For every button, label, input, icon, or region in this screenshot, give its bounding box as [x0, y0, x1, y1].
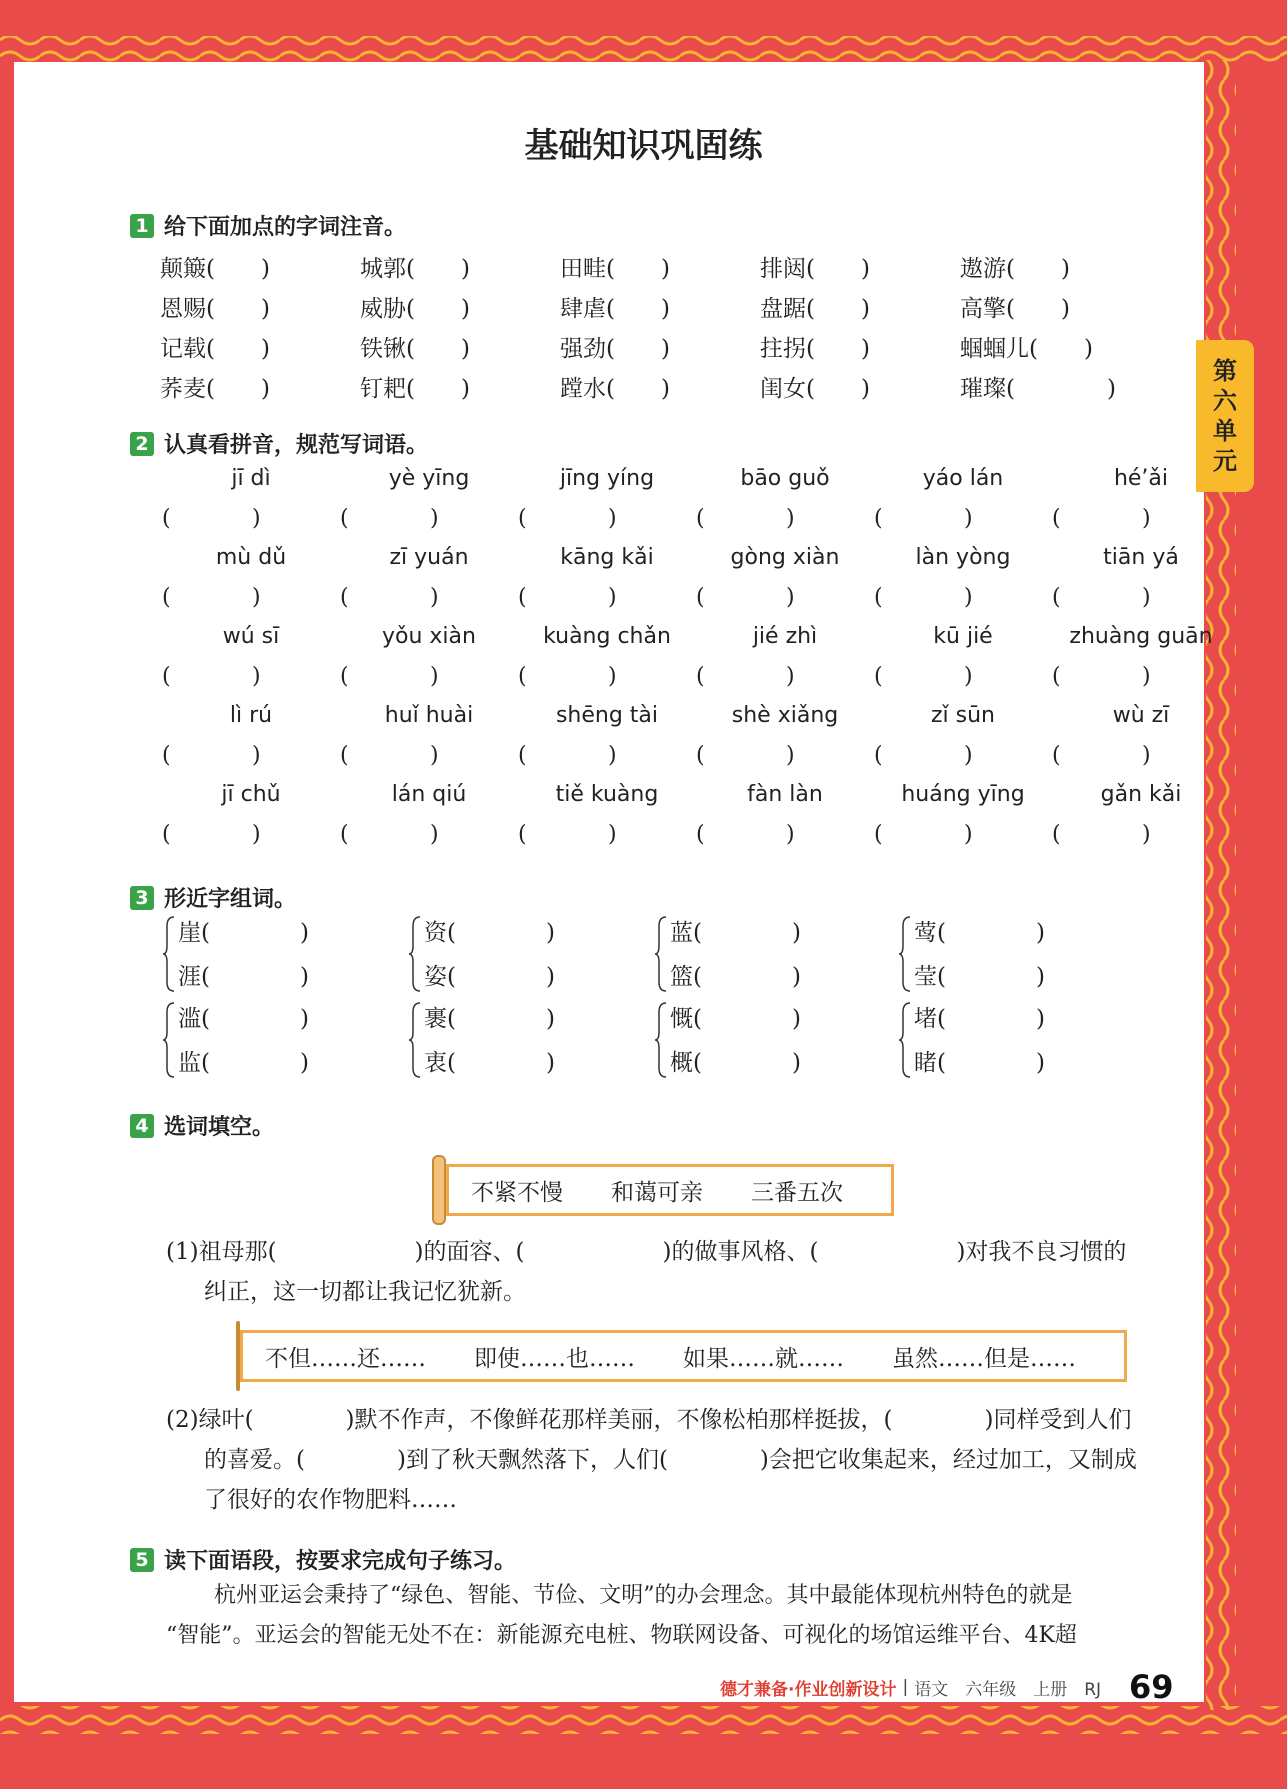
similar-char-pair [162, 912, 362, 998]
question-number-badge: 2 [130, 432, 154, 456]
close-paren: ) [1142, 506, 1151, 531]
footer-brand: 德才兼备·作业创新设计 [720, 1679, 897, 1700]
open-paren: ( [1052, 585, 1061, 610]
close-paren: ) [430, 743, 439, 768]
q1-item[interactable]: 强劲( ) [560, 335, 670, 362]
close-paren: ) [430, 822, 439, 847]
close-paren: ) [430, 506, 439, 531]
answer-blank[interactable] [874, 735, 1052, 776]
char-blank[interactable] [914, 958, 1045, 991]
close-paren: ) [252, 822, 261, 847]
open-paren: ( [874, 506, 883, 531]
answer-blank[interactable] [874, 656, 1052, 697]
close-paren: ) [786, 664, 795, 689]
brace-icon [162, 916, 176, 992]
char-blank[interactable] [424, 958, 555, 991]
q1-item[interactable]: 盘踞( ) [760, 295, 870, 322]
open-paren: ( [340, 664, 349, 689]
pinyin-prompt: fàn làn [747, 782, 823, 807]
close-paren: ) [1142, 743, 1151, 768]
scroll-rod [432, 1155, 446, 1225]
close-paren: ) [786, 743, 795, 768]
close-paren: ) [1035, 920, 1045, 946]
open-paren: ( [518, 506, 527, 531]
q1-item[interactable]: 威胁( ) [360, 295, 470, 322]
pinyin-prompt: bāo guǒ [740, 466, 830, 491]
open-paren: ( [696, 664, 705, 689]
q1-row [160, 326, 1160, 366]
pinyin-prompt: lán qiú [391, 782, 467, 807]
pinyin-prompt: jīng yíng [559, 466, 655, 491]
close-paren: ) [299, 920, 309, 946]
similar-char-pair [162, 998, 362, 1084]
question-number-badge: 1 [130, 214, 154, 238]
word-option: 和蔼可亲 [611, 1179, 703, 1206]
char-blank[interactable] [914, 1044, 1045, 1077]
close-paren: ) [299, 964, 309, 990]
open-paren: ( [162, 822, 171, 847]
open-paren: ( [162, 664, 171, 689]
reading-passage-line-1: 杭州亚运会秉持了“绿色、智能、节俭、文明”的办会理念。其中最能体现杭州特色的就是 [214, 1583, 1073, 1608]
pinyin-prompt: lì rú [229, 703, 273, 728]
char-label: 慨( [670, 1006, 702, 1032]
q1-item[interactable]: 高擎( ) [960, 295, 1070, 322]
open-paren: ( [696, 506, 705, 531]
open-paren: ( [1052, 822, 1061, 847]
close-paren: ) [786, 822, 795, 847]
open-paren: ( [340, 506, 349, 531]
word-bank [240, 1330, 1127, 1382]
answer-blank[interactable] [696, 735, 874, 776]
footer-book-info: 语文 六年级 上册 RJ [914, 1679, 1102, 1700]
close-paren: ) [1142, 664, 1151, 689]
q1-item[interactable]: 璀璨( ) [960, 375, 1116, 402]
open-paren: ( [874, 822, 883, 847]
answer-blank[interactable] [162, 735, 340, 776]
answer-blank[interactable] [1052, 814, 1230, 855]
char-label: 概( [670, 1050, 702, 1076]
open-paren: ( [162, 506, 171, 531]
answer-blank[interactable] [1052, 656, 1230, 697]
answer-blank[interactable] [340, 656, 518, 697]
pinyin-prompt: jié zhì [752, 624, 818, 649]
close-paren: ) [1142, 822, 1151, 847]
q1-item[interactable]: 遨游( ) [960, 255, 1070, 282]
answer-row [162, 577, 1230, 618]
question-1-grid [160, 246, 1160, 406]
char-blank[interactable] [670, 914, 801, 947]
char-label: 滥( [178, 1006, 210, 1032]
question-2-header [130, 428, 428, 459]
answer-blank[interactable] [162, 656, 340, 697]
q1-item[interactable]: 记载( ) [160, 335, 270, 362]
close-paren: ) [252, 743, 261, 768]
close-paren: ) [608, 506, 617, 531]
answer-blank[interactable] [162, 814, 340, 855]
word-bank [446, 1164, 894, 1216]
answer-blank[interactable] [696, 498, 874, 539]
close-paren: ) [252, 664, 261, 689]
pinyin-prompt: wú sī [222, 624, 280, 649]
q1-item[interactable]: 闺女( ) [760, 375, 870, 402]
open-paren: ( [340, 822, 349, 847]
pinyin-row [162, 539, 1230, 577]
conjunction-option: 如果……就…… [683, 1345, 844, 1372]
pinyin-prompt: jī chǔ [221, 782, 281, 807]
char-blank[interactable] [178, 914, 309, 947]
char-blank[interactable] [178, 1000, 309, 1033]
char-blank[interactable] [424, 1044, 555, 1077]
open-paren: ( [1052, 506, 1061, 531]
q1-item[interactable]: 蝈蝈儿( ) [960, 335, 1093, 362]
similar-char-pair [408, 998, 608, 1084]
brace-icon [162, 1002, 176, 1078]
q1-item[interactable]: 拄拐( ) [760, 335, 870, 362]
question-4-header [130, 1110, 274, 1141]
answer-blank[interactable] [340, 498, 518, 539]
unit-tab-char: 第 [1213, 357, 1237, 385]
brace-icon [408, 916, 422, 992]
word-option: 三番五次 [751, 1179, 843, 1206]
brace-icon [408, 1002, 422, 1078]
question-number-badge: 4 [130, 1114, 154, 1138]
similar-char-pair [654, 998, 854, 1084]
close-paren: ) [545, 920, 555, 946]
close-paren: ) [964, 664, 973, 689]
answer-blank[interactable] [518, 735, 696, 776]
char-blank[interactable] [178, 1044, 309, 1077]
unit-tab-char: 单 [1213, 417, 1237, 445]
open-paren: ( [1052, 664, 1061, 689]
q1-row [160, 246, 1160, 286]
char-label: 衷( [424, 1050, 456, 1076]
similar-char-pair [654, 912, 854, 998]
pinyin-prompt: yáo lán [922, 466, 1004, 491]
close-paren: ) [430, 664, 439, 689]
q1-row [160, 366, 1160, 406]
char-blank[interactable] [178, 958, 309, 991]
close-paren: ) [964, 506, 973, 531]
char-label: 睹( [914, 1050, 946, 1076]
char-label: 涯( [178, 964, 210, 990]
char-blank[interactable] [670, 1044, 801, 1077]
pinyin-prompt: gǎn kǎi [1100, 782, 1182, 807]
pinyin-prompt: yè yīng [388, 466, 470, 491]
q1-item[interactable]: 田畦( ) [560, 255, 670, 282]
char-label: 蓝( [670, 920, 702, 946]
open-paren: ( [1052, 743, 1061, 768]
answer-row [162, 814, 1230, 855]
q1-row [160, 286, 1160, 326]
brace-icon [898, 1002, 912, 1078]
open-paren: ( [518, 664, 527, 689]
close-paren: ) [545, 964, 555, 990]
answer-row [162, 735, 1230, 776]
close-paren: ) [252, 585, 261, 610]
open-paren: ( [162, 743, 171, 768]
question-title: 认真看拼音，规范写词语。 [164, 433, 429, 458]
char-label: 崖( [178, 920, 210, 946]
question-title: 给下面加点的字词注音。 [164, 215, 407, 240]
unit-tab-char: 元 [1213, 447, 1237, 475]
question-title: 选词填空。 [164, 1115, 275, 1140]
pinyin-prompt: mù dǔ [215, 545, 287, 570]
pinyin-prompt: kuàng chǎn [543, 624, 671, 649]
word-bank-scroll-1 [432, 1162, 894, 1218]
close-paren: ) [545, 1006, 555, 1032]
pinyin-prompt: gòng xiàn [730, 545, 840, 570]
close-paren: ) [1035, 964, 1045, 990]
pinyin-prompt: zǐ sūn [930, 703, 995, 728]
unit-tab-char: 六 [1213, 387, 1237, 415]
open-paren: ( [518, 822, 527, 847]
sentence-2-line-2[interactable]: 的喜爱。( )到了秋天飘然落下，人们( )会把它收集起来，经过加工，又制成 [204, 1447, 1137, 1473]
close-paren: ) [299, 1006, 309, 1032]
answer-blank[interactable] [874, 814, 1052, 855]
pinyin-prompt: jī dì [231, 466, 271, 491]
sentence-1-line-1[interactable]: (1)祖母那( )的面容、( )的做事风格、( )对我不良习惯的 [166, 1239, 1127, 1265]
answer-blank[interactable] [162, 498, 340, 539]
similar-char-pair [408, 912, 608, 998]
question-5-header [130, 1544, 516, 1575]
close-paren: ) [964, 743, 973, 768]
open-paren: ( [874, 585, 883, 610]
char-blank[interactable] [914, 1000, 1045, 1033]
answer-row [162, 656, 1230, 697]
answer-blank[interactable] [696, 656, 874, 697]
close-paren: ) [791, 920, 801, 946]
reading-passage-line-2: “智能”。亚运会的智能无处不在：新能源充电桩、物联网设备、可视化的场馆运维平台、4K超 [166, 1623, 1077, 1648]
question-number-badge: 5 [130, 1548, 154, 1572]
answer-blank[interactable] [518, 577, 696, 618]
sentence-2-line-3: 了很好的农作物肥料…… [204, 1487, 457, 1513]
conjunction-option: 虽然……但是…… [892, 1345, 1076, 1372]
q1-item[interactable]: 城郭( ) [360, 255, 470, 282]
answer-blank[interactable] [518, 656, 696, 697]
char-label: 姿( [424, 964, 456, 990]
brace-icon [898, 916, 912, 992]
open-paren: ( [518, 743, 527, 768]
q1-item[interactable]: 荞麦( ) [160, 375, 270, 402]
pinyin-prompt: zī yuán [389, 545, 469, 570]
answer-blank[interactable] [1052, 577, 1230, 618]
pinyin-prompt: kū jié [933, 624, 993, 649]
close-paren: ) [608, 822, 617, 847]
open-paren: ( [518, 585, 527, 610]
close-paren: ) [786, 506, 795, 531]
question-number-badge: 3 [130, 886, 154, 910]
answer-row [162, 498, 1230, 539]
answer-blank[interactable] [518, 498, 696, 539]
page-number: 69 [1129, 1668, 1174, 1706]
open-paren: ( [162, 585, 171, 610]
pinyin-prompt: shēng tài [555, 703, 659, 728]
char-label: 资( [424, 920, 456, 946]
pinyin-prompt: shè xiǎng [731, 703, 839, 728]
char-blank[interactable] [914, 914, 1045, 947]
word-bank-scroll-2 [236, 1328, 1092, 1384]
close-paren: ) [1142, 585, 1151, 610]
question-3-header [130, 882, 296, 913]
q1-item[interactable]: 颠簸( ) [160, 255, 270, 282]
close-paren: ) [791, 1050, 801, 1076]
char-blank[interactable] [424, 1000, 555, 1033]
close-paren: ) [430, 585, 439, 610]
char-label: 裹( [424, 1006, 456, 1032]
pinyin-prompt: hé’ǎi [1113, 466, 1169, 491]
open-paren: ( [340, 585, 349, 610]
pinyin-prompt: làn yòng [915, 545, 1011, 570]
similar-char-pair [898, 998, 1098, 1084]
answer-blank[interactable] [1052, 498, 1230, 539]
close-paren: ) [299, 1050, 309, 1076]
conjunction-option: 不但……还…… [265, 1345, 426, 1372]
footer-divider: | [902, 1677, 909, 1697]
pinyin-prompt: huáng yīng [901, 782, 1025, 807]
char-label: 莹( [914, 964, 946, 990]
open-paren: ( [696, 585, 705, 610]
close-paren: ) [1035, 1006, 1045, 1032]
q1-item[interactable]: 铁锹( ) [360, 335, 470, 362]
close-paren: ) [791, 964, 801, 990]
q1-item[interactable]: 肆虐( ) [560, 295, 670, 322]
close-paren: ) [608, 585, 617, 610]
close-paren: ) [608, 743, 617, 768]
answer-blank[interactable] [696, 577, 874, 618]
sentence-2-line-1[interactable]: (2)绿叶( )默不作声，不像鲜花那样美丽，不像松柏那样挺拔，( )同样受到人们 [166, 1407, 1132, 1433]
close-paren: ) [545, 1050, 555, 1076]
answer-blank[interactable] [340, 577, 518, 618]
close-paren: ) [608, 664, 617, 689]
q1-item[interactable]: 排闼( ) [760, 255, 870, 282]
answer-blank[interactable] [874, 498, 1052, 539]
similar-char-pair [898, 912, 1098, 998]
conjunction-option: 即使……也…… [474, 1345, 635, 1372]
char-blank[interactable] [424, 914, 555, 947]
question-title: 形近字组词。 [164, 887, 297, 912]
close-paren: ) [1035, 1050, 1045, 1076]
answer-blank[interactable] [518, 814, 696, 855]
answer-blank[interactable] [162, 577, 340, 618]
answer-blank[interactable] [874, 577, 1052, 618]
question-1-header [130, 210, 406, 241]
brace-icon [654, 1002, 668, 1078]
pinyin-row [162, 460, 1230, 498]
question-2-grid [162, 460, 1230, 855]
pinyin-row [162, 618, 1230, 656]
char-blank[interactable] [670, 958, 801, 991]
open-paren: ( [340, 743, 349, 768]
close-paren: ) [252, 506, 261, 531]
pinyin-prompt: yǒu xiàn [382, 624, 476, 649]
answer-blank[interactable] [1052, 735, 1230, 776]
char-label: 堵( [914, 1006, 946, 1032]
open-paren: ( [696, 822, 705, 847]
pinyin-prompt: zhuàng guān [1069, 624, 1213, 649]
answer-blank[interactable] [340, 735, 518, 776]
q1-item[interactable]: 恩赐( ) [160, 295, 270, 322]
pinyin-row [162, 697, 1230, 735]
pinyin-prompt: tiě kuàng [555, 782, 659, 807]
open-paren: ( [696, 743, 705, 768]
page-title: 基础知识巩固练 [524, 126, 763, 166]
pinyin-prompt: wù zī [1112, 703, 1170, 728]
question-title: 读下面语段，按要求完成句子练习。 [164, 1549, 517, 1574]
pinyin-prompt: huǐ huài [384, 703, 474, 728]
close-paren: ) [786, 585, 795, 610]
close-paren: ) [964, 585, 973, 610]
answer-blank[interactable] [340, 814, 518, 855]
pinyin-prompt: kāng kǎi [560, 545, 654, 570]
word-option: 不紧不慢 [471, 1179, 563, 1206]
char-label: 篮( [670, 964, 702, 990]
char-blank[interactable] [670, 1000, 801, 1033]
close-paren: ) [791, 1006, 801, 1032]
brace-icon [654, 916, 668, 992]
char-label: 监( [178, 1050, 210, 1076]
page-footer [720, 1668, 1174, 1706]
q1-item[interactable]: 钉耙( ) [360, 375, 470, 402]
q1-item[interactable]: 蹚水( ) [560, 375, 670, 402]
open-paren: ( [874, 664, 883, 689]
open-paren: ( [874, 743, 883, 768]
close-paren: ) [964, 822, 973, 847]
sentence-1-line-2: 纠正，这一切都让我记忆犹新。 [204, 1279, 526, 1305]
pinyin-prompt: tiān yá [1103, 545, 1179, 570]
answer-blank[interactable] [696, 814, 874, 855]
pinyin-row [162, 776, 1230, 814]
char-label: 莺( [914, 920, 946, 946]
